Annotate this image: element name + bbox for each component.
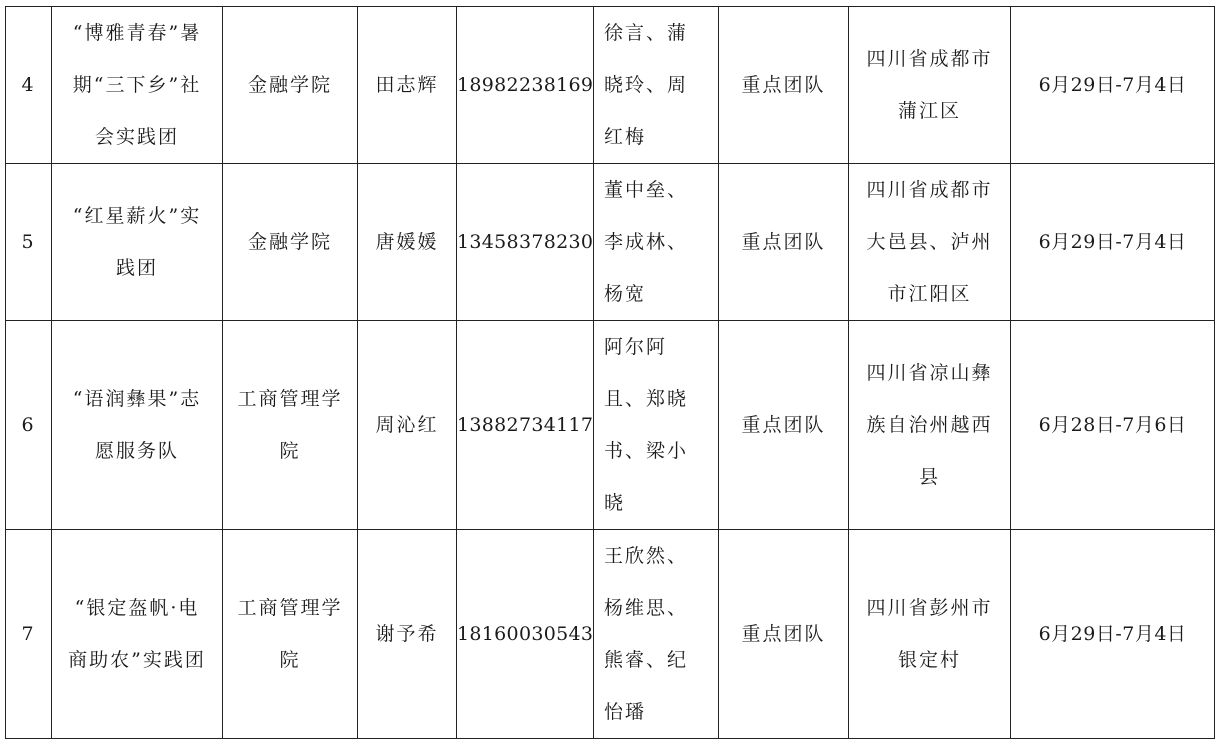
location (849, 530, 1011, 739)
row-number: 5 (6, 164, 52, 321)
table-row (6, 164, 1215, 321)
location (849, 7, 1011, 164)
team-name-line: “博雅青春”暑 (72, 22, 202, 44)
advisors-line: 红梅 (604, 126, 647, 148)
leader-name: 田志辉 (358, 7, 457, 164)
team-name (52, 321, 223, 530)
team-name-line: “语润彝果”志 (72, 388, 202, 410)
location-line: 四川省凉山彝 (866, 362, 993, 384)
location-line: 银定村 (897, 649, 961, 671)
date-range: 6月29日-7月4日 (1011, 164, 1215, 321)
advisors-line: 阿尔阿 (604, 336, 668, 358)
leader-name: 唐媛媛 (358, 164, 457, 321)
team-type: 重点团队 (719, 164, 849, 321)
table-row (6, 321, 1215, 530)
advisors (594, 7, 719, 164)
team-name (52, 164, 223, 321)
date-range: 6月29日-7月4日 (1011, 530, 1215, 739)
location-line: 县 (918, 466, 940, 488)
phone-number: 18160030543 (457, 530, 594, 739)
team-name-line: 期“三下乡”社 (72, 74, 202, 96)
advisors-line: 董中垒、 (604, 179, 689, 201)
advisors-line: 李成林、 (604, 231, 689, 253)
advisors (594, 164, 719, 321)
leader-name: 周沁红 (358, 321, 457, 530)
college (223, 530, 358, 739)
location-line: 市江阳区 (887, 283, 972, 305)
team-name (52, 530, 223, 739)
location-line: 四川省彭州市 (866, 597, 993, 619)
college-line: 院 (279, 440, 301, 462)
table-row (6, 530, 1215, 739)
team-type: 重点团队 (719, 530, 849, 739)
college-line: 工商管理学 (237, 388, 343, 410)
team-name-line: “红星薪火”实 (72, 205, 202, 227)
team-table (5, 6, 1215, 739)
location-line: 四川省成都市 (866, 179, 993, 201)
location-line: 族自治州越西 (866, 414, 993, 436)
location (849, 321, 1011, 530)
college (223, 7, 358, 164)
team-name-line: 商助农”实践团 (68, 649, 206, 671)
advisors-line: 徐言、蒲 (604, 22, 689, 44)
advisors-line: 晓玲、周 (604, 74, 689, 96)
phone-number: 18982238169 (457, 7, 594, 164)
advisors-line: 晓 (604, 492, 626, 514)
advisors-line: 怡璠 (604, 701, 647, 723)
advisors-line: 杨宽 (604, 283, 647, 305)
date-range: 6月29日-7月4日 (1011, 7, 1215, 164)
team-name-line: 践团 (115, 257, 158, 279)
location (849, 164, 1011, 321)
advisors-line: 且、郑晓 (604, 388, 689, 410)
location-line: 大邑县、泸州 (866, 231, 993, 253)
date-range: 6月28日-7月6日 (1011, 321, 1215, 530)
college-line: 院 (279, 649, 301, 671)
row-number: 7 (6, 530, 52, 739)
team-name-line: 愿服务队 (94, 440, 179, 462)
team-type: 重点团队 (719, 321, 849, 530)
team-name-line: “银定盔帆·电 (74, 597, 200, 619)
leader-name: 谢予希 (358, 530, 457, 739)
college-line: 工商管理学 (237, 597, 343, 619)
advisors (594, 321, 719, 530)
advisors-line: 王欣然、 (604, 545, 689, 567)
college-line: 金融学院 (247, 231, 332, 253)
row-number: 6 (6, 321, 52, 530)
team-type: 重点团队 (719, 7, 849, 164)
row-number: 4 (6, 7, 52, 164)
table-row (6, 7, 1215, 164)
team-name (52, 7, 223, 164)
phone-number: 13882734117 (457, 321, 594, 530)
advisors (594, 530, 719, 739)
advisors-line: 杨维思、 (604, 597, 689, 619)
location-line: 蒲江区 (897, 100, 961, 122)
advisors-line: 熊睿、纪 (604, 649, 689, 671)
college (223, 321, 358, 530)
college-line: 金融学院 (247, 74, 332, 96)
advisors-line: 书、梁小 (604, 440, 689, 462)
phone-number: 13458378230 (457, 164, 594, 321)
location-line: 四川省成都市 (866, 48, 993, 70)
team-name-line: 会实践团 (94, 126, 179, 148)
college (223, 164, 358, 321)
